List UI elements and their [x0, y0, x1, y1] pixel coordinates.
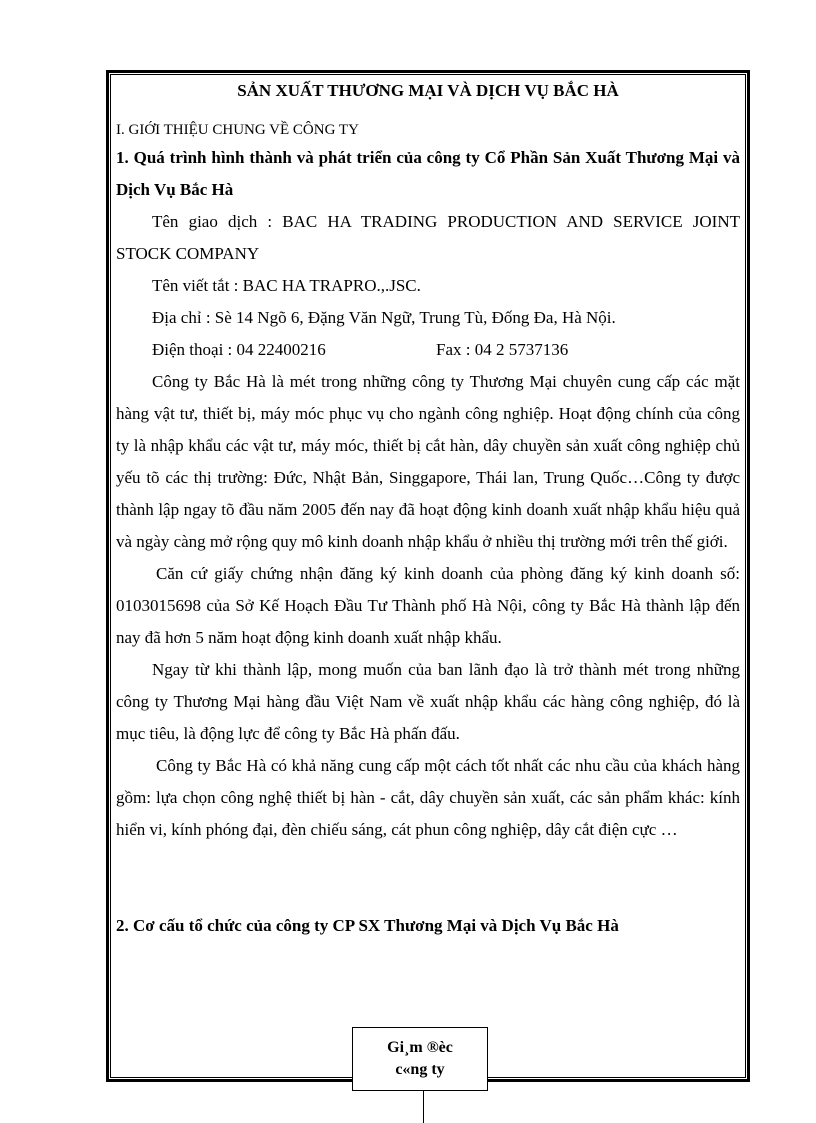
address: Địa chỉ : Sè 14 Ngõ 6, Đặng Văn Ngữ, Trung Tù, Đống Đa, Hà Nội.	[152, 308, 616, 327]
org-chart-director-box	[352, 1027, 488, 1091]
org-box-line-1: Gi¸m ®èc	[387, 1039, 453, 1056]
org-chart-connector	[423, 1091, 424, 1123]
subsection-heading-structure: 2. Cơ cấu tổ chức của công ty CP SX Thương Mại và Dịch Vụ Bắc Hà	[116, 916, 619, 935]
spacer	[116, 846, 740, 910]
phone-number: Điện thoại : 04 22400216	[152, 340, 326, 359]
paragraph-registration: Căn cứ giấy chứng nhận đăng ký kinh doanh của phòng đăng ký kinh doanh số: 0103015698 của Sở Kế Hoạch Đầu Tư Thành phố Hà Nội, công ty Bắc Hà thành lập đến nay đã hơn 5 năm hoạt động kinh doanh xuất nhập khẩu.	[116, 564, 740, 647]
paragraph-mission: Ngay từ khi thành lập, mong muốn của ban lãnh đạo là trở thành mét trong những công ty Thương Mại hàng đầu Việt Nam về xuất nhập khẩu các hàng công nghiệp, đó là mục tiêu, là động lực để công ty Bắc Hà phấn đấu.	[116, 660, 740, 743]
paragraph-capabilities: Công ty Bắc Hà có khả năng cung cấp một cách tốt nhất các nhu cầu của khách hàng gồm: lựa chọn công nghệ thiết bị hàn - cắt, dây chuyền sản xuất, các sản phẩm khác: kính hiển vi, kính phóng đại, đèn chiếu sáng, cát phun công nghiệp, dây cắt điện cực …	[116, 756, 740, 839]
trade-name: Tên giao dịch : BAC HA TRADING PRODUCTION AND SERVICE JOINT STOCK COMPANY	[116, 212, 740, 263]
org-box-line-2: c«ng ty	[395, 1061, 445, 1078]
document-title: SẢN XUẤT THƯƠNG MẠI VÀ DỊCH VỤ BẮC HÀ	[237, 81, 619, 100]
fax-number: Fax : 04 2 5737136	[436, 340, 569, 359]
paragraph-overview: Công ty Bắc Hà là mét trong những công ty Thương Mại chuyên cung cấp các mặt hàng vật tư, thiết bị, máy móc phục vụ cho ngành công nghiệp. Hoạt động chính của công ty là nhập khẩu các vật tư, máy móc, thiết bị cắt hàn, dây chuyền sản xuất công nghiệp chủ yếu tõ các thị trường: Đức, Nhật Bản, Singgapore, Thái lan, Trung Quốc…Công ty được thành lập ngay tõ đầu năm 2005 đến nay đã hoạt động kinh doanh xuất nhập khẩu hiệu quả và ngày càng mở rộng quy mô kinh doanh nhập khẩu ở nhiều thị trường mới trên thế giới.	[116, 372, 740, 551]
section-heading-intro: I. GIỚI THIỆU CHUNG VỀ CÔNG TY	[116, 122, 359, 138]
short-name: Tên viết tắt : BAC HA TRAPRO.,.JSC.	[152, 276, 421, 295]
document-body	[116, 76, 740, 942]
subsection-heading-history: 1. Quá trình hình thành và phát triển của công ty Cổ Phần Sản Xuất Thương Mại và Dịch Vụ Bắc Hà	[116, 148, 740, 199]
contact-row	[116, 334, 740, 366]
